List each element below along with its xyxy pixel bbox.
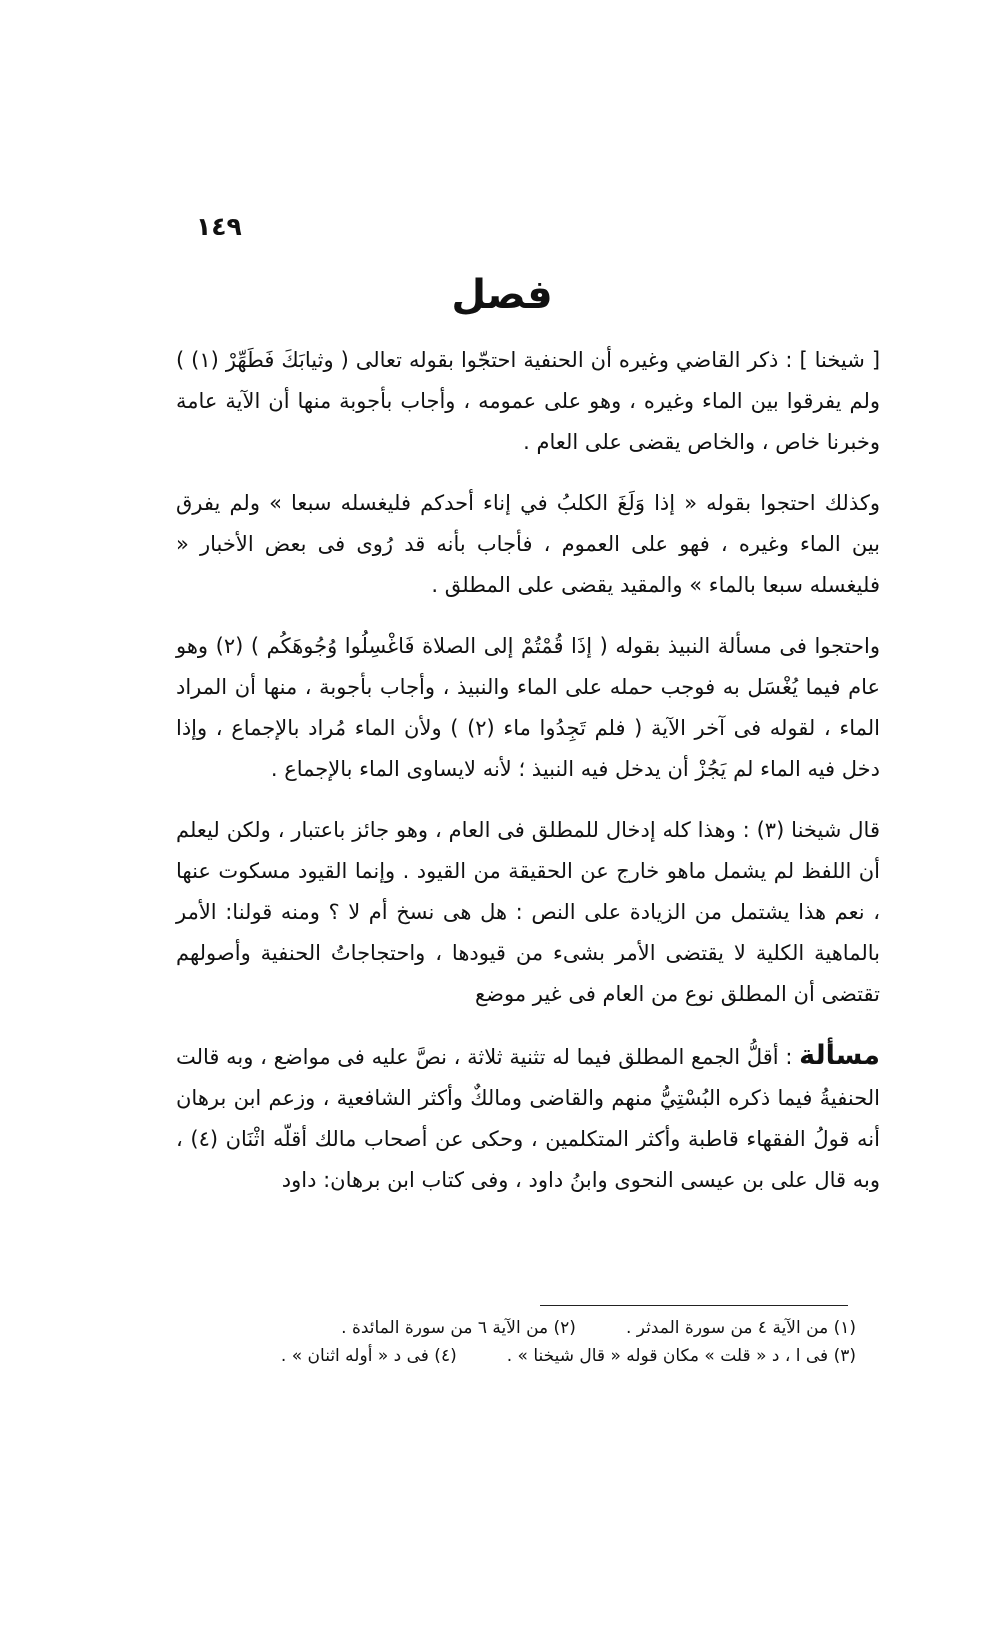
footnote-divider bbox=[540, 1305, 848, 1306]
section-heading: فصل bbox=[451, 272, 553, 318]
paragraph-1: [ شيخنا ] : ذكر القاضي وغيره أن الحنفية احتجّوا بقوله تعالى ( وثيابَكَ فَطَهِّرْ (١) ) ولم يفرقوا بين الماء وغيره ، وهو على عمومه ، وأجاب بأجوبة منها أن الآية عامة وخبرنا خاص ، والخاص يقضى على العام . bbox=[176, 348, 881, 454]
footnote-3: (٣) فى ا ، د « قلت » مكان قوله « قال شيخنا » . bbox=[506, 1346, 856, 1366]
paragraph-3: واحتجوا فى مسألة النبيذ بقوله ( إذَا قُمْتُمْ إلى الصلاة فَاغْسِلُوا وُجُوهَكُم ) (٢) وهو عام فيما يُغْسَل به فوجب حمله على الماء والنبيذ ، وأجاب بأجوبة ، منها أن المراد الماء ، لقوله فى آخر الآية ( فلم تَجِدُوا ماء (٢) ) ولأن الماء مُراد بالإجماع ، وإذا دخل فيه الماء لم يَجُزْ أن يدخل فيه النبيذ ؛ لأنه لايساوى الماء بالإجماع . bbox=[176, 634, 881, 781]
footnote-row bbox=[176, 1314, 856, 1342]
footnote-1: (١) من الآية ٤ من سورة المدثر . bbox=[625, 1318, 856, 1338]
paragraph-2: وكذلك احتجوا بقوله « إذا وَلَغَ الكلبُ في إناء أحدكم فليغسله سبعا » ولم يفرق بين الماء وغيره ، فهو على العموم ، فأجاب بأنه قد رُوى فى بعض الأخبار « فليغسله سبعا بالماء » والمقيد يقضى على المطلق . bbox=[176, 491, 880, 597]
masala-label: مسألة bbox=[799, 1040, 880, 1071]
masala-text: : أقلُّ الجمع المطلق فيما له تثنية ثلاثة ، نصَّ عليه فى مواضع ، وبه قالت الحنفيةُ فيما ذكره البُسْتِيُّ منهم والقاضى ومالكٌ وأكثر الشافعية ، وزعم ابن برهان أنه قولُ الفقهاء قاطبة وأكثر المتكلمين ، وحكى عن أصحاب مالك أقلّه اثْنَان (٤) ، وبه قال على بن عيسى النحوى وابنُ داود ، وفى كتاب ابن برهان: داود bbox=[176, 1045, 880, 1192]
footnote-2: (٢) من الآية ٦ من سورة المائدة . bbox=[341, 1318, 576, 1338]
main-text bbox=[176, 340, 880, 1221]
footnotes bbox=[176, 1314, 856, 1370]
paragraph-4: قال شيخنا (٣) : وهذا كله إدخال للمطلق فى العام ، وهو جائز باعتبار ، ولكن ليعلم أن اللفظ لم يشمل ماهو خارج عن الحقيقة من القيود . وإنما القيود مسكوت عنها ، نعم هذا يشتمل من الزيادة على النص : هل هى نسخ أم لا ؟ ومنه قولنا: الأمر بالماهية الكلية لا يقتضى الأمر بشىء من قيودها ، واحتجاجاتُ الحنفية وأصولهم تقتضى أن المطلق نوع من العام فى غير موضع bbox=[176, 818, 880, 1006]
page-number: ١٤٩ bbox=[196, 212, 242, 241]
footnote-4: (٤) فى د « أوله اثنان » . bbox=[280, 1346, 457, 1366]
footnote-row bbox=[176, 1342, 856, 1370]
masala-paragraph bbox=[176, 1035, 880, 1201]
